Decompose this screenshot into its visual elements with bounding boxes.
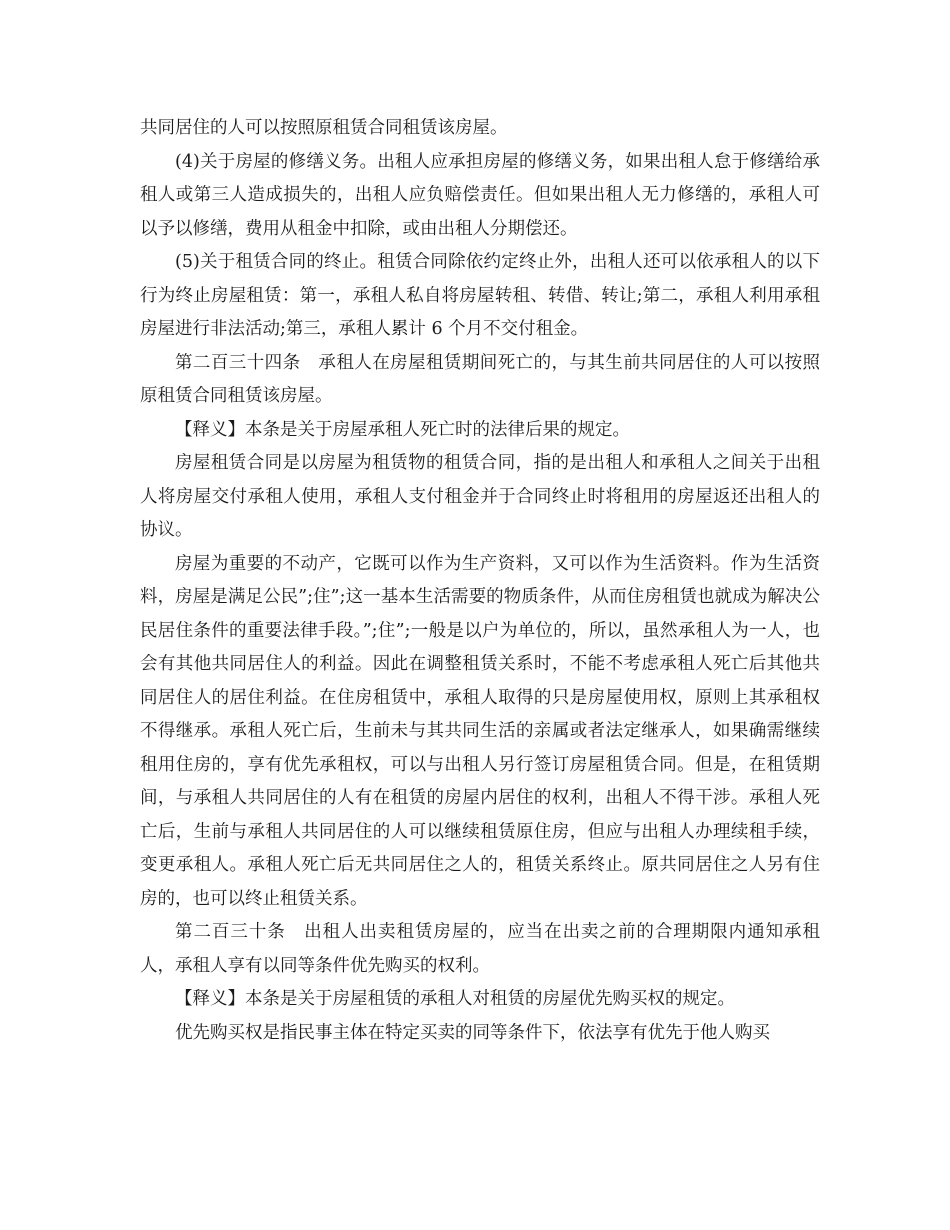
paragraph-contract-termination: (5)关于租赁合同的终止。租赁合同除依约定终止外，出租人还可以依承租人的以下行为终止房屋租赁：第一，承租人私自将房屋转租、转借、转让;第二，承租人利用承租房屋进行非法活动;第三，承租人累计 6 个月不交付租金。: [140, 252, 820, 339]
paragraph-article-230: 第二百三十条 出租人出卖租赁房屋的，应当在出卖之前的合理期限内通知承租人，承租人享有以同等条件优先购买的权利。: [140, 922, 820, 976]
paragraph-lease-definition: 房屋租赁合同是以房屋为租赁物的租赁合同，指的是出租人和承租人之间关于出租人将房屋交付承租人使用，承租人支付租金并于合同终止时将租用的房屋返还出租人的协议。: [140, 453, 820, 540]
paragraph-interpretation-230: 【释义】本条是关于房屋租赁的承租人对租赁的房屋优先购买权的规定。: [175, 989, 735, 1009]
paragraph-article-234: 第二百三十四条 承租人在房屋租赁期间死亡的，与其生前共同居住的人可以按照原租赁合同租赁该房屋。: [140, 352, 820, 406]
paragraph-preemption-right: 优先购买权是指民事主体在特定买卖的同等条件下，依法享有优先于他人购买: [175, 1022, 770, 1043]
document-body: [140, 112, 820, 1050]
paragraph-continued: 共同居住的人可以按照原租赁合同租赁该房屋。: [140, 118, 508, 138]
paragraph-repair-obligation: (4)关于房屋的修缮义务。出租人应承担房屋的修缮义务，如果出租人怠于修缮给承租人或第三人造成损失的，出租人应负赔偿责任。但如果出租人无力修缮的，承租人可以予以修缮，费用从租金中扣除，或由出租人分期偿还。: [140, 151, 820, 239]
paragraph-interpretation-234: 【释义】本条是关于房屋承租人死亡时的法律后果的规定。: [175, 419, 630, 440]
paragraph-housing-explanation: 房屋为重要的不动产，它既可以作为生产资料，又可以作为生活资料。作为生活资料，房屋是满足公民”;住”;这一基本生活需要的物质条件，从而住房租赁也就成为解决公民居住条件的重要法律手段。”;住”;一般是以户为单位的，所以，虽然承租人为一人，也会有其他共同居住人的利益。因此在调整租赁关系时，不能不考虑承租人死亡后其他共同居住人的居住利益。在住房租赁中，承租人取得的只是房屋使用权，原则上其承租权不得继承。承租人死亡后，生前未与其共同生活的亲属或者法定继承人，如果确需继续租用住房的，享有优先承租权，可以与出租人另行签订房屋租赁合同。但是，在租赁期间，与承租人共同居住的人有在租赁的房屋内居住的权利，出租人不得干涉。承租人死亡后，生前与承租人共同居住的人可以继续租赁原住房，但应与出租人办理续租手续，变更承租人。承租人死亡后无共同居住之人的，租赁关系终止。原共同居住之人另有住房的，也可以终止租赁关系。: [140, 553, 820, 909]
